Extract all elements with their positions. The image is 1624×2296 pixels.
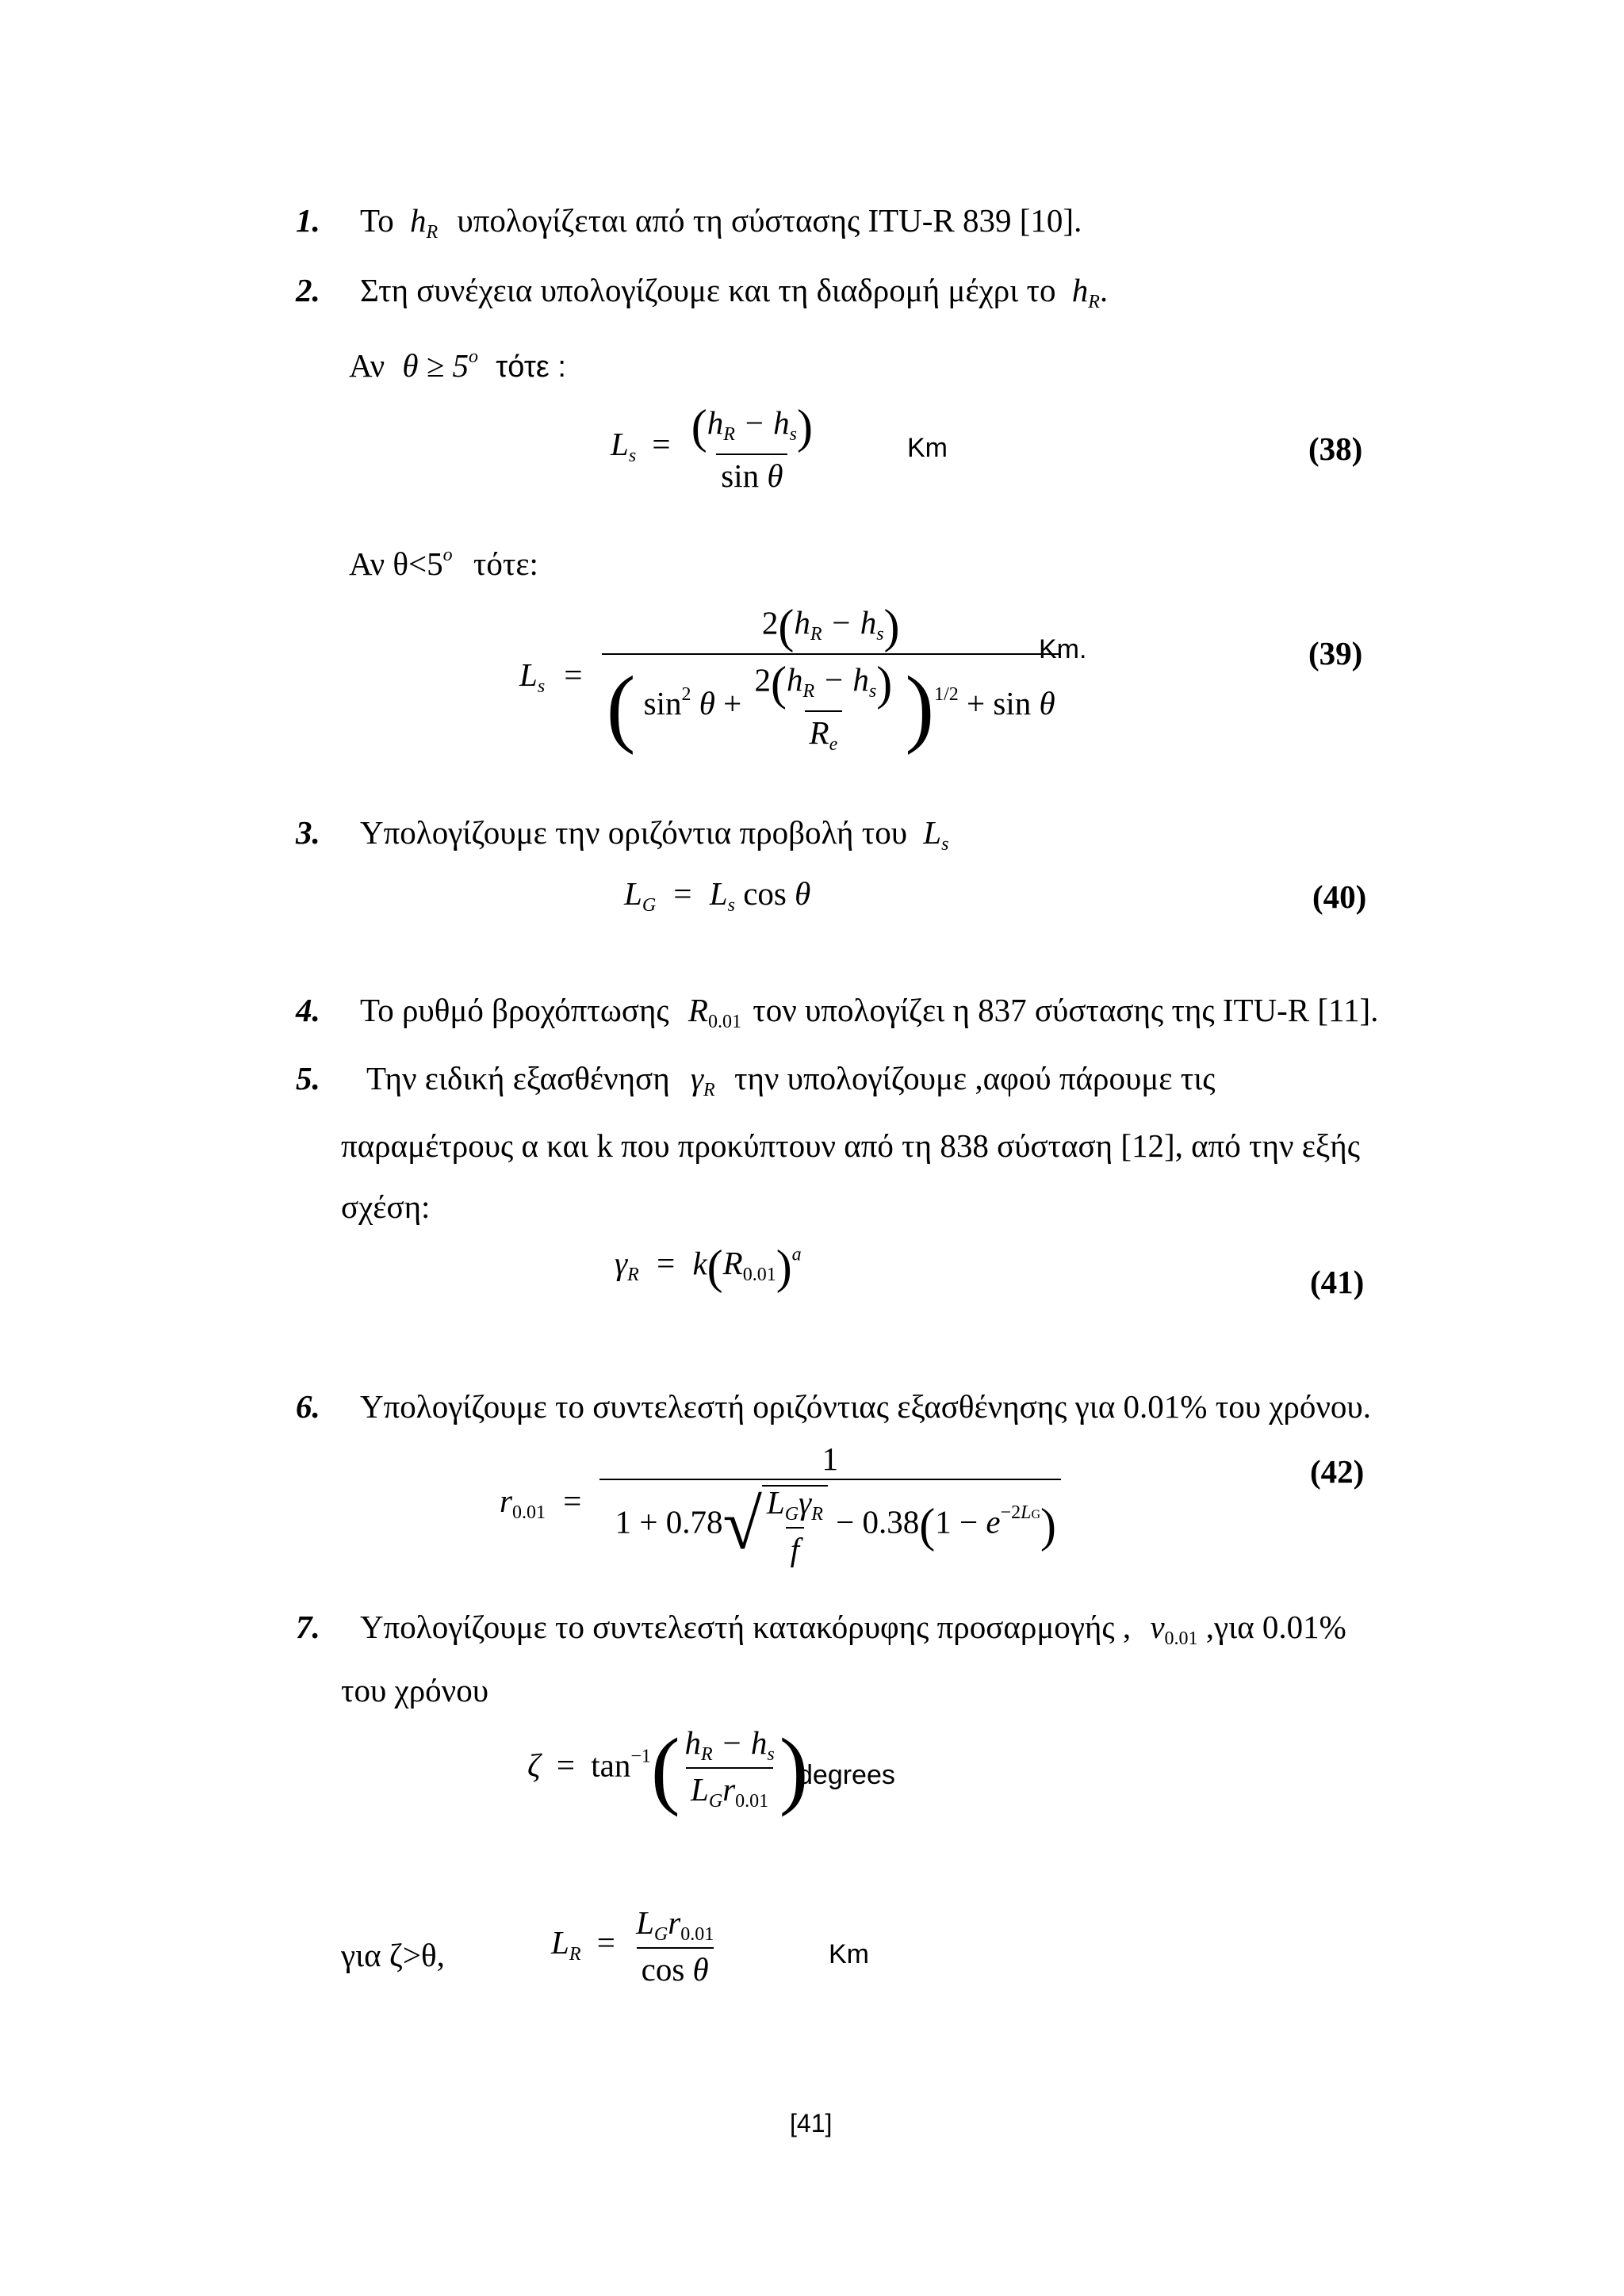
- item-text: σχέση:: [341, 1188, 431, 1225]
- math-hR: $h_R$: [409, 202, 439, 243]
- equation-41: $\gamma_R = k(R_{0.01})^a$: [615, 1241, 802, 1293]
- math-hR: $h_R$: [1071, 272, 1100, 312]
- item-text: υπολογίζεται από τη σύστασης ITU-R 839 [10].: [457, 202, 1082, 239]
- item-number: 4.: [296, 992, 320, 1028]
- math-inequality: $\theta \ge 5^o$: [402, 346, 479, 384]
- item-text: Το: [360, 202, 394, 239]
- equation-number: (39): [1308, 635, 1363, 672]
- condition-text: τότε:: [473, 545, 538, 582]
- item-text: Υπολογίζουμε την οριζόντια προβολή του: [360, 814, 908, 851]
- list-item-3: [296, 814, 949, 855]
- list-item-2: 2. Στη συνέχεια υπολογίζουμε και τη διαδρομή μέχρι το $h_R$.: [296, 272, 1109, 312]
- equation-LR: $L_R$ = $\frac{L_Gr_{0.01}}{\text{cos θ}}$: [551, 1904, 714, 1988]
- equation-42: $r_{0.01}$ = 1 1 + 0.78√ $\frac{L_G\gamma_R}{f}$ − $0.38(1 - e^{-2LG})$: [500, 1443, 1061, 1566]
- equation-40: $L_G = L_s$ cos θ: [624, 875, 811, 916]
- condition-line-2: Αν $\theta<5^o$ τότε:: [349, 545, 538, 582]
- condition-text: τότε :: [496, 350, 566, 384]
- item-text: Το ρυθμό βροχόπτωσης: [360, 992, 669, 1028]
- item-number: 7.: [296, 1609, 320, 1645]
- item-text: Στη συνέχεια υπολογίζουμε και τη διαδρομή μέχρι το: [360, 272, 1056, 308]
- equation-number: (38): [1308, 430, 1363, 467]
- unit-label: degrees: [798, 1760, 895, 1790]
- item-text: την υπολογίζουμε ,αφού πάρουμε τις: [733, 1060, 1216, 1096]
- item-number: 5.: [296, 1060, 320, 1096]
- equation-zeta: $\zeta = \tan^{-1}$( $\frac{h_R - h_s}{L_Gr_{0.01}}$ ): [527, 1720, 809, 1817]
- item-text: Την ειδική εξασθένηση: [366, 1060, 670, 1096]
- equation-39: $L_s$ = $2(h_R - h_s)$ ( $\sin^2 \theta$ + $\frac{2(h_R - h_s)}{R_e}$ )$^{1/2}$ + sin θ: [519, 603, 1060, 754]
- page-number: [41]: [790, 2109, 833, 2137]
- item-text: του χρόνου: [341, 1672, 489, 1709]
- math-Ls: $L_s$: [923, 814, 949, 855]
- unit-label: Km.: [1039, 634, 1087, 664]
- math-gammaR: $\gamma_R$: [690, 1060, 715, 1100]
- item-number: 6.: [296, 1388, 320, 1425]
- item-text: Υπολογίζουμε το συντελεστή οριζόντιας εξασθένησης για 0.01% του χρόνου.: [360, 1388, 1371, 1425]
- item-number: 3.: [296, 814, 320, 851]
- unit-label: Km: [907, 433, 948, 463]
- list-item-6: [296, 1388, 1371, 1425]
- list-item-1: [296, 202, 1082, 243]
- math-R001: $R_{0.01}$: [688, 992, 741, 1032]
- condition-text: για ζ>θ,: [341, 1937, 445, 1973]
- list-item-7: [296, 1611, 1346, 1648]
- equation-number: (42): [1310, 1453, 1365, 1490]
- item-text: παραμέτρους α και k που προκύπτουν από τη 838 σύσταση [12], από την εξής: [341, 1127, 1360, 1164]
- list-item-4: [296, 994, 1378, 1031]
- condition-line-1: [349, 347, 566, 382]
- equation-number: (40): [1312, 878, 1367, 915]
- condition-text: Αν: [349, 347, 385, 384]
- list-item-5: [296, 1062, 1215, 1100]
- item-text: Υπολογίζουμε το συντελεστή κατακόρυφης προσαρμογής ,: [360, 1609, 1132, 1645]
- item-text: τον υπολογίζει η 837 σύστασης της ITU-R [11].: [753, 992, 1379, 1028]
- item-number: 2.: [296, 272, 320, 308]
- condition-text: Αν θ<5: [349, 545, 443, 582]
- item-text: ,για 0.01%: [1205, 1609, 1346, 1645]
- item-number: 1.: [296, 202, 320, 239]
- unit-label: Km: [829, 1939, 869, 1969]
- equation-38: $L_s$ = $\frac{(h_R - h_s)}{\text{sin θ}}$: [611, 400, 813, 494]
- math-v001: $v_{0.01}$: [1150, 1609, 1198, 1649]
- equation-number: (41): [1310, 1264, 1365, 1300]
